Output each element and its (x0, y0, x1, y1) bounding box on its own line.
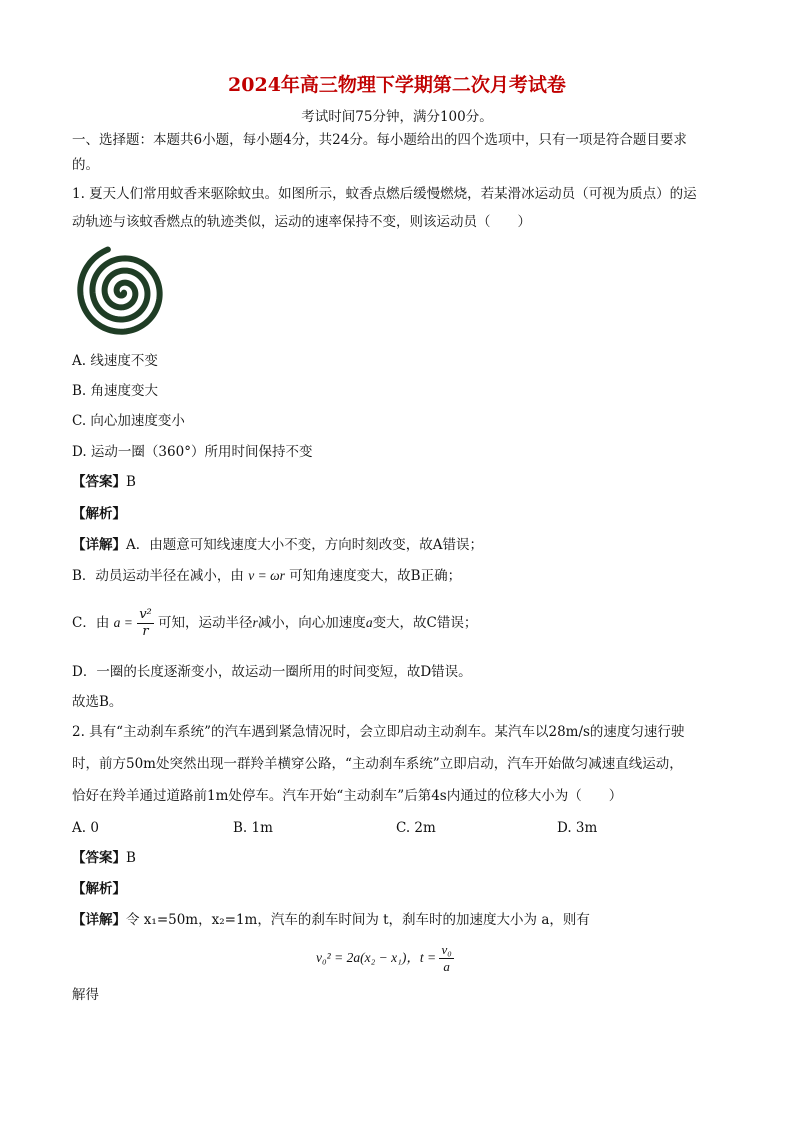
detail-a-text: A．由题意可知线速度大小不变，方向时刻改变，故A错误； (126, 537, 483, 553)
q2-answer (72, 848, 136, 868)
fraction-numerator: v₀ (441, 942, 452, 958)
q1-analysis-label: 【解析】 (72, 506, 126, 522)
q2-stem-line2: 时，前方50m处突然出现一群羚羊横穿公路，“主动刹车系统”立即启动，汽车开始做匀减速直线运动， (72, 756, 683, 772)
q1-option-d: D. 运动一圈（360°）所用时间保持不变 (72, 444, 313, 460)
answer-label: 【答案】 (72, 850, 126, 866)
detail-label: 【详解】 (72, 912, 126, 928)
detail-b-formula: v = ωr (248, 568, 285, 583)
q2-stem-line1: 2. 具有“主动刹车系统”的汽车遇到紧急情况时，会立即启动主动刹车。某汽车以28m/s的速度匀速行驶 (72, 724, 685, 740)
q1-option-a: A. 线速度不变 (72, 353, 158, 369)
q2-detail-text: 令 x₁=50m，x₂=1m，汽车的刹车时间为 t，刹车时的加速度大小为 a，则有 (126, 912, 590, 928)
q1-detail-d: D．一圈的长度逐渐变小，故运动一圈所用的时间变短，故D错误。 (72, 664, 472, 680)
fraction-numerator: v² (139, 607, 152, 622)
detail-c-mid1: 可知，运动半径 (158, 615, 253, 631)
q1-stem-line2: 动轨迹与该蚊香燃点的轨迹类似，运动的速率保持不变，则该运动员（ ） (72, 214, 531, 230)
q2-analysis-label: 【解析】 (72, 881, 126, 897)
answer-label: 【答案】 (72, 474, 126, 490)
detail-c-post: 变大，故C错误； (372, 615, 478, 631)
q1-stem-line1: 1. 夏天人们常用蚊香来驱除蚊虫。如图所示，蚊香点燃后缓慢燃烧，若某滑冰运动员（可视为质点）的运 (72, 186, 697, 202)
fraction-denominator: r (142, 624, 149, 639)
detail-c-r: r (252, 615, 258, 630)
q1-detail-c (72, 605, 477, 641)
detail-c-pre: C．由 (72, 615, 110, 631)
exam-info: 考试时间75分钟，满分100分。 (301, 109, 493, 125)
q2-detail (72, 910, 590, 930)
answer-value: B (126, 474, 136, 490)
formula-fraction (439, 942, 453, 975)
formula-lhs: v₀² = 2a(x₂ − x₁)，t = (316, 950, 437, 965)
q1-option-b: B. 角速度变大 (72, 383, 159, 399)
q2-option-d: D. 3m (557, 820, 598, 836)
detail-c-mid2: 减小，向心加速度 (257, 615, 366, 631)
answer-value: B (126, 850, 136, 866)
fraction-denominator: a (443, 959, 450, 975)
detail-c-fraction (137, 607, 154, 640)
q1-detail-b (72, 566, 461, 586)
q1-option-c: C. 向心加速度变小 (72, 413, 185, 429)
q2-option-c: C. 2m (396, 820, 436, 836)
detail-b-pre: B．动员运动半径在减小，由 (72, 568, 244, 584)
q2-option-a: A. 0 (72, 820, 99, 836)
q2-formula (316, 940, 454, 976)
spiral-mosquito-coil-icon (70, 240, 182, 344)
q2-stem-line3: 恰好在羚羊通过道路前1m处停车。汽车开始“主动刹车”后第4s内通过的位移大小为（ ） (72, 788, 623, 804)
detail-c-lhs: a = (113, 615, 133, 630)
q1-detail-a (72, 535, 483, 555)
q1-conclusion: 故选B。 (72, 694, 123, 710)
q1-answer (72, 472, 136, 492)
detail-b-post: 可知角速度变大，故B正确； (289, 568, 462, 584)
q2-solve: 解得 (72, 987, 99, 1003)
detail-c-a: a (365, 615, 373, 630)
q2-option-b: B. 1m (233, 820, 273, 836)
section-heading-line1: 一、选择题：本题共6小题，每小题4分，共24分。每小题给出的四个选项中，只有一项是符合题目要求 (72, 132, 687, 148)
detail-label: 【详解】 (72, 537, 126, 553)
page-title: 2024年高三物理下学期第二次月考试卷 (228, 74, 566, 96)
section-heading-line2: 的。 (72, 157, 99, 173)
